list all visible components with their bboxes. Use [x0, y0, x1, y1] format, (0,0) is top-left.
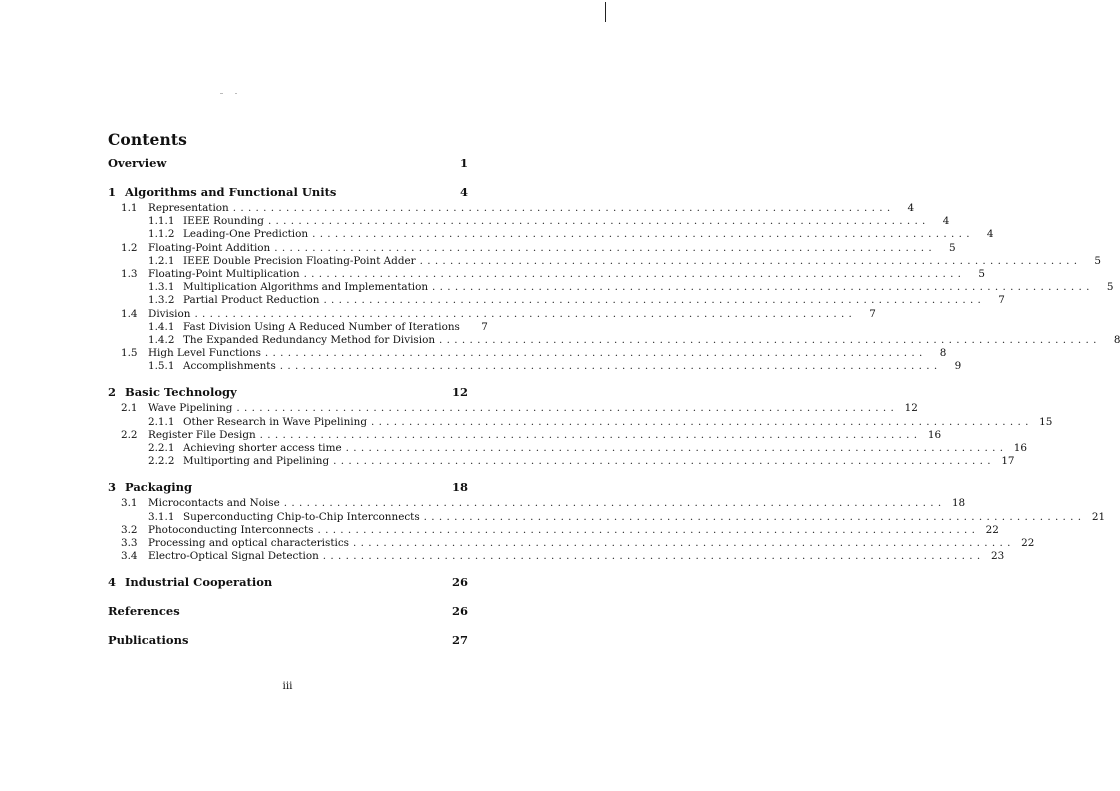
toc-entry-label [121, 402, 232, 414]
toc-entry-number: 2 [108, 385, 117, 400]
toc-entry-page: 5 [1094, 254, 1102, 267]
toc-section-entry[interactable] [108, 228, 994, 241]
toc-spacer [108, 173, 468, 185]
toc-entry-title: Overview [108, 156, 167, 170]
toc-entry-page: 16 [927, 428, 942, 441]
toc-entry-title: Algorithms and Functional Units [125, 185, 337, 199]
dot-leader [260, 429, 917, 441]
toc-entry-title: Photoconducting Interconnects [148, 523, 314, 536]
toc-entry-label [148, 416, 367, 428]
toc-entry-number: 3.3 [121, 536, 138, 549]
dot-leader [274, 242, 931, 254]
toc-entry-page: 26 [451, 604, 468, 619]
dot-leader [284, 497, 941, 509]
toc-entry-number: 1.5 [121, 347, 138, 360]
dot-leader [265, 347, 922, 359]
toc-entry-number: 2.2.2 [148, 455, 175, 468]
scan-speck [220, 93, 223, 94]
toc-entry-number: 3.4 [121, 550, 138, 563]
toc-entry-page: 4 [907, 202, 915, 214]
toc-section-entry[interactable] [108, 455, 1015, 468]
toc-entry-label [148, 334, 435, 346]
toc-entry-number: 3.1 [121, 497, 138, 510]
toc-section-entry[interactable] [108, 360, 962, 373]
dot-leader [280, 360, 937, 372]
toc-entry-label [108, 185, 336, 199]
page-number: iii [282, 680, 293, 692]
toc-entry-title: Multiplication Algorithms and Implementation [183, 281, 429, 294]
toc-section-entry[interactable] [108, 510, 1106, 524]
table-of-contents [108, 156, 1120, 650]
toc-entry-label [121, 268, 300, 280]
contents-heading: Contents [108, 130, 187, 149]
toc-entry-number: 3 [108, 480, 117, 495]
toc-spacer [108, 468, 468, 480]
toc-entry-label [121, 429, 256, 441]
toc-section-entry[interactable] [108, 428, 942, 442]
toc-entry-page: 5 [978, 267, 985, 280]
dot-leader [432, 281, 1089, 293]
toc-entry-label [108, 480, 192, 494]
toc-section-entry[interactable] [108, 215, 950, 228]
toc-entry-title: Achieving shorter access time [183, 442, 342, 454]
toc-section-entry[interactable] [108, 320, 488, 334]
toc-entry-title: References [108, 604, 180, 619]
toc-section-entry[interactable] [108, 307, 876, 321]
toc-entry-label [121, 308, 190, 320]
toc-entry-number: 1.4.2 [148, 333, 175, 346]
toc-entry-label [108, 575, 272, 589]
toc-section-entry[interactable] [108, 294, 1005, 307]
toc-entry-page: 8 [939, 347, 947, 360]
toc-entry-label [148, 255, 416, 267]
toc-entry-number: 2.1.1 [148, 415, 175, 428]
toc-entry-label [121, 202, 229, 214]
toc-entry-title: Publications [108, 633, 189, 648]
toc-entry-page: 5 [1106, 281, 1114, 294]
toc-chapter-entry[interactable] [108, 604, 468, 621]
toc-entry-title: Microcontacts and Noise [148, 497, 280, 510]
toc-entry-page: 12 [904, 402, 918, 415]
toc-entry-number: 1.3 [121, 267, 138, 280]
toc-entry-label [148, 511, 420, 523]
toc-section-entry[interactable] [108, 497, 966, 510]
toc-entry-page: 4 [459, 185, 468, 199]
dot-leader [346, 442, 1003, 454]
toc-entry-title: Industrial Cooperation [125, 575, 273, 590]
dot-leader [424, 511, 1081, 523]
dot-leader [323, 550, 980, 562]
toc-section-entry[interactable] [108, 523, 999, 537]
toc-entry-page: 26 [451, 575, 468, 590]
toc-entry-number: 1.4.1 [148, 320, 175, 333]
toc-section-entry[interactable] [108, 550, 1005, 563]
toc-entry-label [108, 385, 237, 399]
toc-section-entry[interactable] [108, 415, 1053, 429]
toc-entry-title: Representation [148, 202, 229, 214]
toc-entry-page: 23 [990, 550, 1005, 563]
toc-entry-label [121, 537, 349, 549]
toc-section-entry[interactable] [108, 202, 915, 215]
toc-entry-label [108, 604, 180, 618]
toc-entry-page: 7 [481, 320, 488, 333]
toc-spacer [108, 621, 468, 633]
toc-entry-page: 21 [1091, 510, 1106, 523]
toc-entry-title: Floating-Point Addition [148, 241, 271, 254]
dot-leader [353, 537, 1010, 549]
toc-section-entry[interactable] [108, 442, 1028, 455]
dot-leader [439, 334, 1096, 346]
toc-entry-label [148, 281, 428, 293]
toc-entry-title: Other Research in Wave Pipelining [183, 415, 367, 428]
toc-entry-number: 1.4 [121, 307, 138, 320]
toc-entry-label [121, 242, 270, 254]
dot-leader [371, 416, 1028, 428]
toc-entry-number: 1.1.1 [148, 215, 175, 228]
dot-leader [317, 524, 974, 536]
toc-entry-page: 22 [1021, 536, 1035, 549]
toc-entry-label [148, 360, 276, 372]
toc-entry-page: 1 [459, 156, 468, 170]
toc-entry-title: Multiporting and Pipelining [183, 455, 330, 468]
toc-section-entry[interactable] [108, 241, 956, 255]
toc-chapter-entry[interactable] [108, 633, 468, 650]
toc-section-entry[interactable] [108, 281, 1114, 294]
toc-entry-title: Superconducting Chip-to-Chip Interconnects [183, 510, 420, 523]
toc-chapter-entry[interactable] [108, 575, 468, 592]
toc-entry-title: IEEE Double Precision Floating-Point Adder [183, 254, 416, 267]
toc-entry-number: 2.1 [121, 402, 138, 415]
toc-chapter-entry[interactable] [108, 480, 468, 497]
toc-entry-label [148, 442, 342, 454]
toc-entry-label [121, 497, 280, 509]
dot-leader [323, 294, 980, 306]
toc-entry-label [148, 215, 264, 227]
toc-entry-page: 18 [951, 497, 966, 510]
toc-entry-page: 22 [985, 523, 999, 536]
toc-entry-page: 4 [986, 228, 994, 241]
toc-chapter-entry[interactable] [108, 385, 468, 402]
toc-entry-page: 27 [451, 633, 468, 648]
toc-entry-page: 7 [998, 294, 1005, 307]
toc-entry-title: Leading-One Prediction [183, 228, 309, 241]
toc-entry-number: 1.1.2 [148, 228, 175, 241]
toc-section-entry[interactable] [108, 267, 985, 281]
toc-entry-page: 18 [451, 480, 468, 495]
dot-leader [233, 202, 890, 214]
toc-entry-number: 1.3.1 [148, 281, 175, 294]
toc-chapter-entry[interactable] [108, 185, 468, 202]
dot-leader [194, 308, 851, 320]
toc-entry-number: 3.1.1 [148, 510, 175, 523]
toc-entry-number: 1.2 [121, 241, 138, 254]
toc-entry-number: 2.2 [121, 428, 138, 441]
toc-entry-title: Floating-Point Multiplication [148, 267, 300, 280]
toc-entry-label [148, 294, 319, 306]
toc-entry-title: Basic Technology [125, 385, 237, 400]
toc-entry-page: 15 [1039, 415, 1053, 428]
toc-section-entry[interactable] [108, 333, 1120, 347]
toc-entry-number: 4 [108, 575, 117, 590]
toc-entry-title: Partial Product Reduction [183, 294, 320, 307]
toc-section-entry[interactable] [108, 536, 1035, 550]
toc-entry-label [148, 321, 460, 333]
toc-entry-title: Register File Design [148, 428, 256, 441]
toc-entry-label [108, 633, 188, 647]
toc-entry-label [121, 550, 319, 562]
toc-spacer [108, 373, 468, 385]
toc-entry-number: 1.1 [121, 202, 138, 214]
toc-entry-title: High Level Functions [148, 347, 261, 360]
toc-entry-title: Processing and optical characteristics [148, 536, 349, 549]
toc-entry-title: Division [148, 307, 191, 320]
dot-leader [333, 455, 990, 467]
toc-entry-number: 1.3.2 [148, 294, 175, 307]
toc-entry-page: 5 [949, 241, 956, 254]
toc-section-entry[interactable] [108, 347, 947, 360]
toc-entry-title: Packaging [125, 480, 193, 495]
toc-entry-title: The Expanded Redundancy Method for Division [183, 333, 436, 346]
toc-entry-number: 1.2.1 [148, 254, 175, 267]
toc-spacer [108, 592, 468, 604]
toc-entry-number: 1.5.1 [148, 360, 175, 373]
toc-entry-title: Accomplishments [183, 360, 276, 373]
toc-entry-title: IEEE Rounding [183, 215, 264, 228]
toc-spacer [108, 563, 468, 575]
dot-leader [236, 402, 893, 414]
toc-entry-label [121, 347, 261, 359]
toc-entry-title: Fast Division Using A Reduced Number of Iterations [183, 320, 460, 333]
toc-entry-title: Wave Pipelining [148, 402, 233, 415]
toc-entry-number: 3.2 [121, 523, 138, 536]
toc-entry-label [108, 156, 166, 170]
dot-leader [312, 228, 969, 240]
toc-section-entry[interactable] [108, 254, 1102, 268]
dot-leader [304, 268, 961, 280]
toc-entry-title: Electro-Optical Signal Detection [148, 550, 319, 563]
scan-speck [235, 93, 237, 94]
dot-leader [420, 255, 1077, 267]
toc-entry-page: 9 [954, 360, 962, 373]
toc-entry-page: 12 [451, 385, 468, 400]
toc-section-entry[interactable] [108, 402, 918, 415]
toc-entry-label [148, 228, 308, 240]
toc-chapter-entry[interactable] [108, 156, 468, 173]
toc-entry-page: 16 [1013, 442, 1028, 454]
toc-entry-number: 2.2.1 [148, 442, 175, 454]
toc-entry-page: 17 [1001, 455, 1015, 468]
toc-entry-page: 7 [869, 307, 876, 320]
toc-entry-label [148, 455, 329, 467]
toc-entry-label [121, 524, 313, 536]
scan-edge-mark [605, 2, 607, 22]
toc-entry-number: 1 [108, 185, 117, 199]
toc-entry-page: 4 [942, 215, 950, 228]
dot-leader [268, 215, 925, 227]
toc-entry-page: 8 [1113, 333, 1120, 346]
